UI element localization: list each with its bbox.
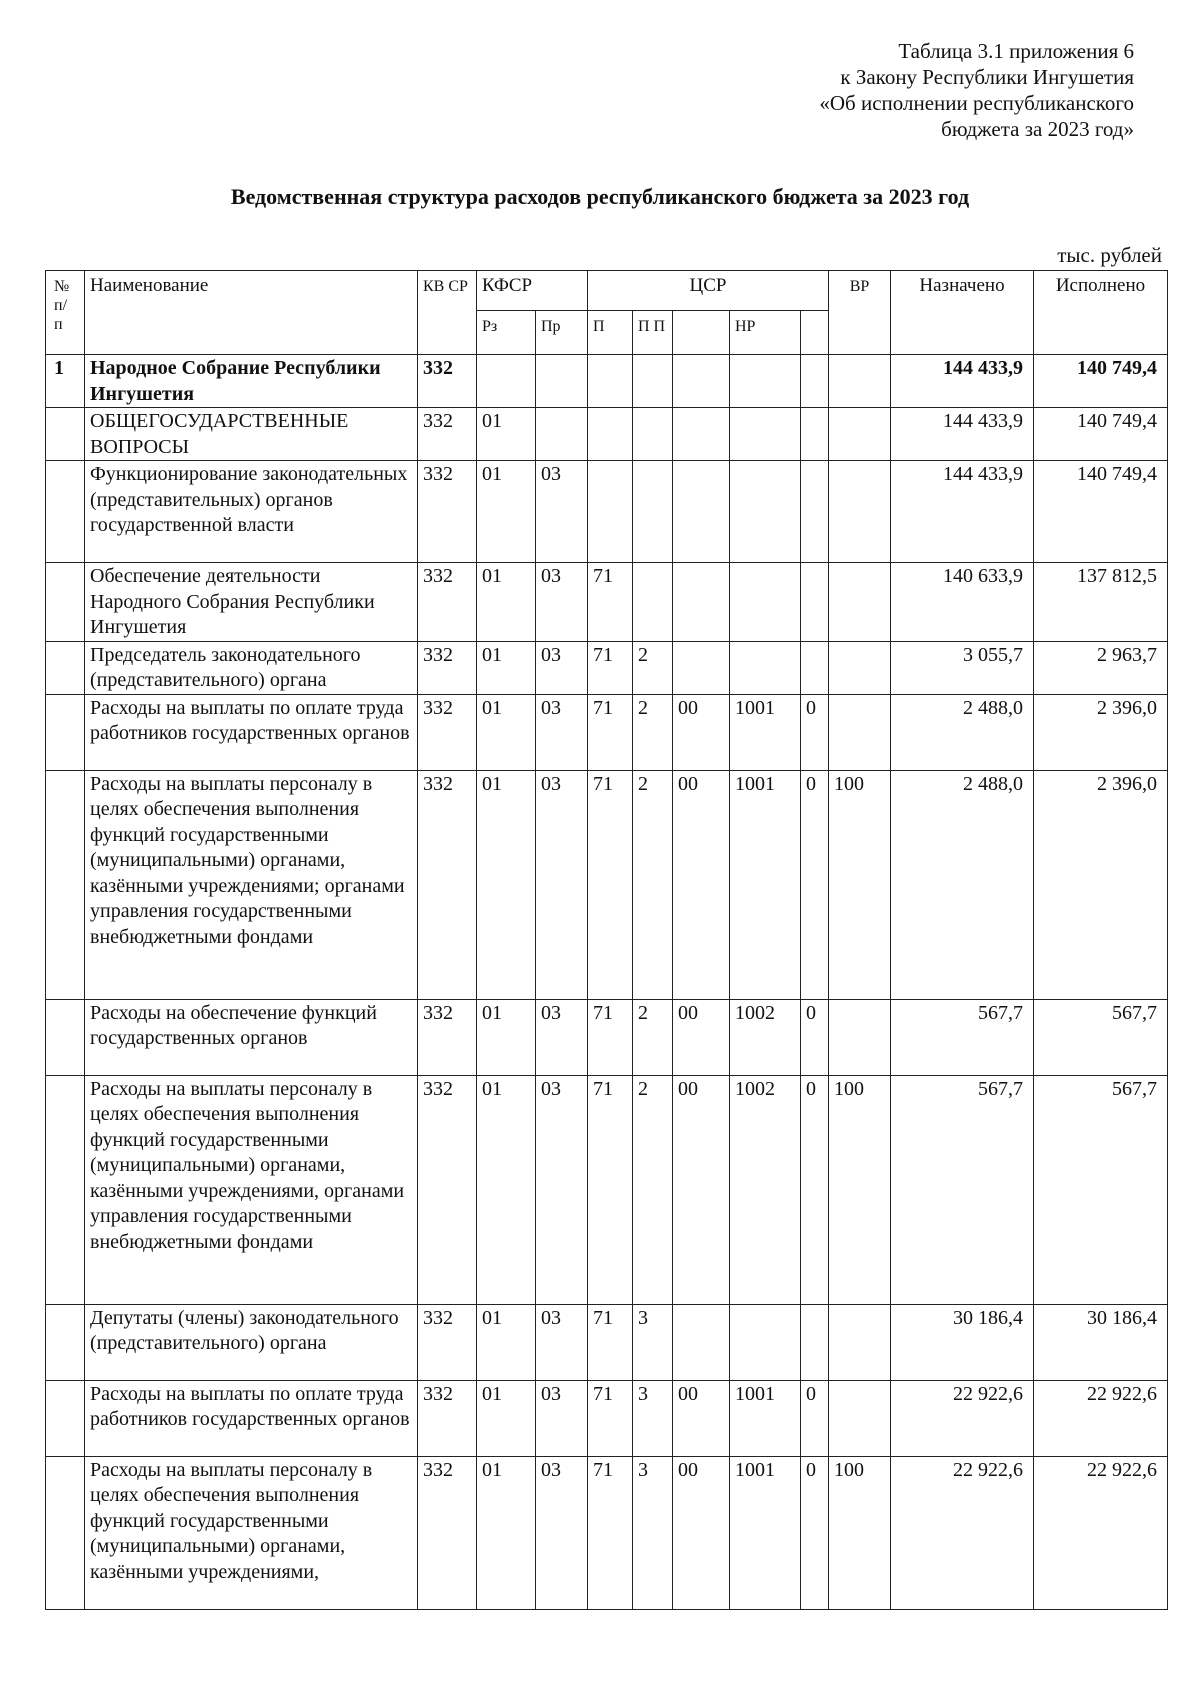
row-number [46, 408, 85, 461]
row-executed: 140 749,4 [1034, 461, 1168, 563]
row-executed: 22 922,6 [1034, 1380, 1168, 1456]
row-vr: 100 [829, 1456, 891, 1609]
row-csr-suffix [801, 1304, 829, 1380]
budget-table [45, 270, 1168, 1610]
row-name: Председатель законодательного (представительного) органа [85, 641, 418, 694]
units-label: тыс. рублей [1057, 243, 1162, 267]
row-rz: 01 [477, 1380, 536, 1456]
header-executed: Исполнено [1034, 271, 1168, 355]
row-csr-code [673, 461, 730, 563]
row-pp: 3 [633, 1304, 673, 1380]
row-assigned: 144 433,9 [891, 355, 1034, 408]
table-row [46, 563, 1168, 642]
row-pp: 2 [633, 1075, 673, 1304]
row-pr: 03 [536, 694, 588, 770]
table-row [46, 999, 1168, 1075]
row-assigned: 567,7 [891, 1075, 1034, 1304]
row-number: 1 [46, 355, 85, 408]
row-csr-code [673, 641, 730, 694]
row-kvsr: 332 [418, 1380, 477, 1456]
table-caption [819, 38, 1134, 142]
row-executed: 137 812,5 [1034, 563, 1168, 642]
caption-line-1: Таблица 3.1 приложения 6 [898, 39, 1134, 63]
row-number [46, 563, 85, 642]
header-rz: Рз [477, 311, 536, 355]
row-pp: 2 [633, 641, 673, 694]
caption-line-2: к Закону Республики Ингушетия [840, 65, 1134, 89]
row-nr: 1001 [730, 1456, 801, 1609]
row-assigned: 140 633,9 [891, 563, 1034, 642]
row-assigned: 2 488,0 [891, 694, 1034, 770]
row-pr: 03 [536, 1075, 588, 1304]
row-vr [829, 563, 891, 642]
row-csr-suffix: 0 [801, 694, 829, 770]
row-p: 71 [588, 563, 633, 642]
row-rz: 01 [477, 999, 536, 1075]
row-pp [633, 408, 673, 461]
row-name: Обеспечение деятельности Народного Собрания Республики Ингушетия [85, 563, 418, 642]
row-kvsr: 332 [418, 1456, 477, 1609]
row-nr [730, 461, 801, 563]
row-vr [829, 355, 891, 408]
row-vr [829, 999, 891, 1075]
row-kvsr: 332 [418, 1304, 477, 1380]
row-nr [730, 355, 801, 408]
row-assigned: 567,7 [891, 999, 1034, 1075]
header-csr: ЦСР [588, 271, 829, 311]
row-kvsr: 332 [418, 355, 477, 408]
row-name: Расходы на обеспечение функций государственных органов [85, 999, 418, 1075]
table-row [46, 1456, 1168, 1609]
row-nr: 1001 [730, 770, 801, 999]
row-vr [829, 408, 891, 461]
row-rz: 01 [477, 1075, 536, 1304]
row-name: Расходы на выплаты персоналу в целях обеспечения выполнения функций государственными (муниципальными) органами, казёнными учреждениями; органами управления государственными внебюджетными фондами [85, 770, 418, 999]
row-number [46, 1456, 85, 1609]
row-name: Расходы на выплаты по оплате труда работников государственных органов [85, 1380, 418, 1456]
table-row [46, 1380, 1168, 1456]
header-pp: П П [633, 311, 673, 355]
row-kvsr: 332 [418, 641, 477, 694]
row-name: Расходы на выплаты персоналу в целях обеспечения выполнения функций государственными (муниципальными) органами, казёнными учреждениями, [85, 1456, 418, 1609]
row-vr [829, 1380, 891, 1456]
row-pp: 3 [633, 1456, 673, 1609]
header-kfsr: КФСР [477, 271, 588, 311]
row-vr [829, 1304, 891, 1380]
table-row [46, 770, 1168, 999]
row-rz: 01 [477, 563, 536, 642]
row-pr [536, 355, 588, 408]
row-p: 71 [588, 999, 633, 1075]
row-number [46, 461, 85, 563]
row-pp: 3 [633, 1380, 673, 1456]
row-name: Расходы на выплаты по оплате труда работников государственных органов [85, 694, 418, 770]
row-csr-code [673, 563, 730, 642]
row-p: 71 [588, 1304, 633, 1380]
row-vr [829, 641, 891, 694]
row-assigned: 22 922,6 [891, 1380, 1034, 1456]
row-rz: 01 [477, 408, 536, 461]
row-rz: 01 [477, 641, 536, 694]
row-csr-code: 00 [673, 999, 730, 1075]
row-executed: 22 922,6 [1034, 1456, 1168, 1609]
row-kvsr: 332 [418, 694, 477, 770]
row-vr [829, 461, 891, 563]
header-assigned: Назначено [891, 271, 1034, 355]
row-executed: 2 396,0 [1034, 694, 1168, 770]
row-p: 71 [588, 770, 633, 999]
row-p [588, 461, 633, 563]
header-kvsr: КВ СР [418, 271, 477, 355]
row-csr-suffix: 0 [801, 1380, 829, 1456]
row-pp [633, 355, 673, 408]
row-csr-code [673, 355, 730, 408]
header-vr: ВР [829, 271, 891, 355]
row-rz: 01 [477, 694, 536, 770]
header-pr: Пр [536, 311, 588, 355]
row-kvsr: 332 [418, 999, 477, 1075]
row-kvsr: 332 [418, 408, 477, 461]
table-row [46, 641, 1168, 694]
row-number [46, 999, 85, 1075]
page-title: Ведомственная структура расходов республиканского бюджета за 2023 год [230, 184, 970, 209]
row-executed: 567,7 [1034, 1075, 1168, 1304]
header-no: № п/ п [46, 271, 85, 355]
row-number [46, 641, 85, 694]
row-nr: 1001 [730, 1380, 801, 1456]
row-nr [730, 408, 801, 461]
row-nr [730, 563, 801, 642]
row-csr-code: 00 [673, 1075, 730, 1304]
table-row [46, 408, 1168, 461]
row-kvsr: 332 [418, 770, 477, 999]
row-nr: 1002 [730, 1075, 801, 1304]
row-nr: 1001 [730, 694, 801, 770]
caption-line-3: «Об исполнении республиканского [819, 91, 1134, 115]
row-p: 71 [588, 1380, 633, 1456]
row-name: Народное Собрание Республики Ингушетия [85, 355, 418, 408]
row-nr [730, 1304, 801, 1380]
row-csr-code [673, 408, 730, 461]
row-assigned: 30 186,4 [891, 1304, 1034, 1380]
row-nr [730, 641, 801, 694]
table-row [46, 1304, 1168, 1380]
row-pr: 03 [536, 563, 588, 642]
row-name: Депутаты (члены) законодательного (представительного) органа [85, 1304, 418, 1380]
row-assigned: 22 922,6 [891, 1456, 1034, 1609]
row-p: 71 [588, 694, 633, 770]
row-p [588, 408, 633, 461]
row-csr-code: 00 [673, 1380, 730, 1456]
row-pr: 03 [536, 641, 588, 694]
row-pp [633, 563, 673, 642]
row-name: ОБЩЕГОСУДАРСТВЕННЫЕ ВОПРОСЫ [85, 408, 418, 461]
row-executed: 567,7 [1034, 999, 1168, 1075]
row-executed: 2 963,7 [1034, 641, 1168, 694]
row-csr-suffix [801, 355, 829, 408]
row-number [46, 1380, 85, 1456]
row-csr-suffix: 0 [801, 999, 829, 1075]
row-pr: 03 [536, 999, 588, 1075]
row-kvsr: 332 [418, 1075, 477, 1304]
row-p [588, 355, 633, 408]
table-row [46, 461, 1168, 563]
row-csr-code [673, 1304, 730, 1380]
row-pp: 2 [633, 770, 673, 999]
row-name: Функционирование законодательных (представительных) органов государственной власти [85, 461, 418, 563]
row-kvsr: 332 [418, 461, 477, 563]
row-csr-suffix [801, 461, 829, 563]
row-number [46, 694, 85, 770]
row-csr-suffix [801, 408, 829, 461]
table-row [46, 694, 1168, 770]
row-p: 71 [588, 641, 633, 694]
row-pp: 2 [633, 999, 673, 1075]
row-csr-code: 00 [673, 694, 730, 770]
row-vr [829, 694, 891, 770]
row-p: 71 [588, 1075, 633, 1304]
row-csr-suffix [801, 641, 829, 694]
row-number [46, 1075, 85, 1304]
row-executed: 140 749,4 [1034, 408, 1168, 461]
row-rz: 01 [477, 461, 536, 563]
row-vr: 100 [829, 770, 891, 999]
row-csr-code: 00 [673, 1456, 730, 1609]
row-pr: 03 [536, 770, 588, 999]
row-number [46, 770, 85, 999]
row-pp [633, 461, 673, 563]
row-csr-suffix: 0 [801, 1075, 829, 1304]
row-number [46, 1304, 85, 1380]
row-executed: 2 396,0 [1034, 770, 1168, 999]
row-kvsr: 332 [418, 563, 477, 642]
header-name: Наименование [85, 271, 418, 355]
row-pr [536, 408, 588, 461]
row-pr: 03 [536, 1380, 588, 1456]
row-p: 71 [588, 1456, 633, 1609]
row-csr-code: 00 [673, 770, 730, 999]
caption-line-4: бюджета за 2023 год» [941, 117, 1134, 141]
row-executed: 30 186,4 [1034, 1304, 1168, 1380]
row-name: Расходы на выплаты персоналу в целях обеспечения выполнения функций государственными (муниципальными) органами, казёнными учреждениями, органами управления государственными внебюджетными фондами [85, 1075, 418, 1304]
header-csr-blank [673, 311, 730, 355]
table-row [46, 355, 1168, 408]
row-vr: 100 [829, 1075, 891, 1304]
row-csr-suffix [801, 563, 829, 642]
row-assigned: 2 488,0 [891, 770, 1034, 999]
header-csr-blank-2 [801, 311, 829, 355]
row-rz: 01 [477, 1456, 536, 1609]
row-csr-suffix: 0 [801, 1456, 829, 1609]
row-assigned: 3 055,7 [891, 641, 1034, 694]
row-pr: 03 [536, 1456, 588, 1609]
row-assigned: 144 433,9 [891, 461, 1034, 563]
row-rz: 01 [477, 770, 536, 999]
header-nr: НР [730, 311, 801, 355]
header-p: П [588, 311, 633, 355]
row-csr-suffix: 0 [801, 770, 829, 999]
row-nr: 1002 [730, 999, 801, 1075]
row-pr: 03 [536, 1304, 588, 1380]
table-row [46, 1075, 1168, 1304]
row-pr: 03 [536, 461, 588, 563]
row-assigned: 144 433,9 [891, 408, 1034, 461]
row-rz [477, 355, 536, 408]
row-rz: 01 [477, 1304, 536, 1380]
row-pp: 2 [633, 694, 673, 770]
row-executed: 140 749,4 [1034, 355, 1168, 408]
table-body [46, 355, 1168, 1610]
